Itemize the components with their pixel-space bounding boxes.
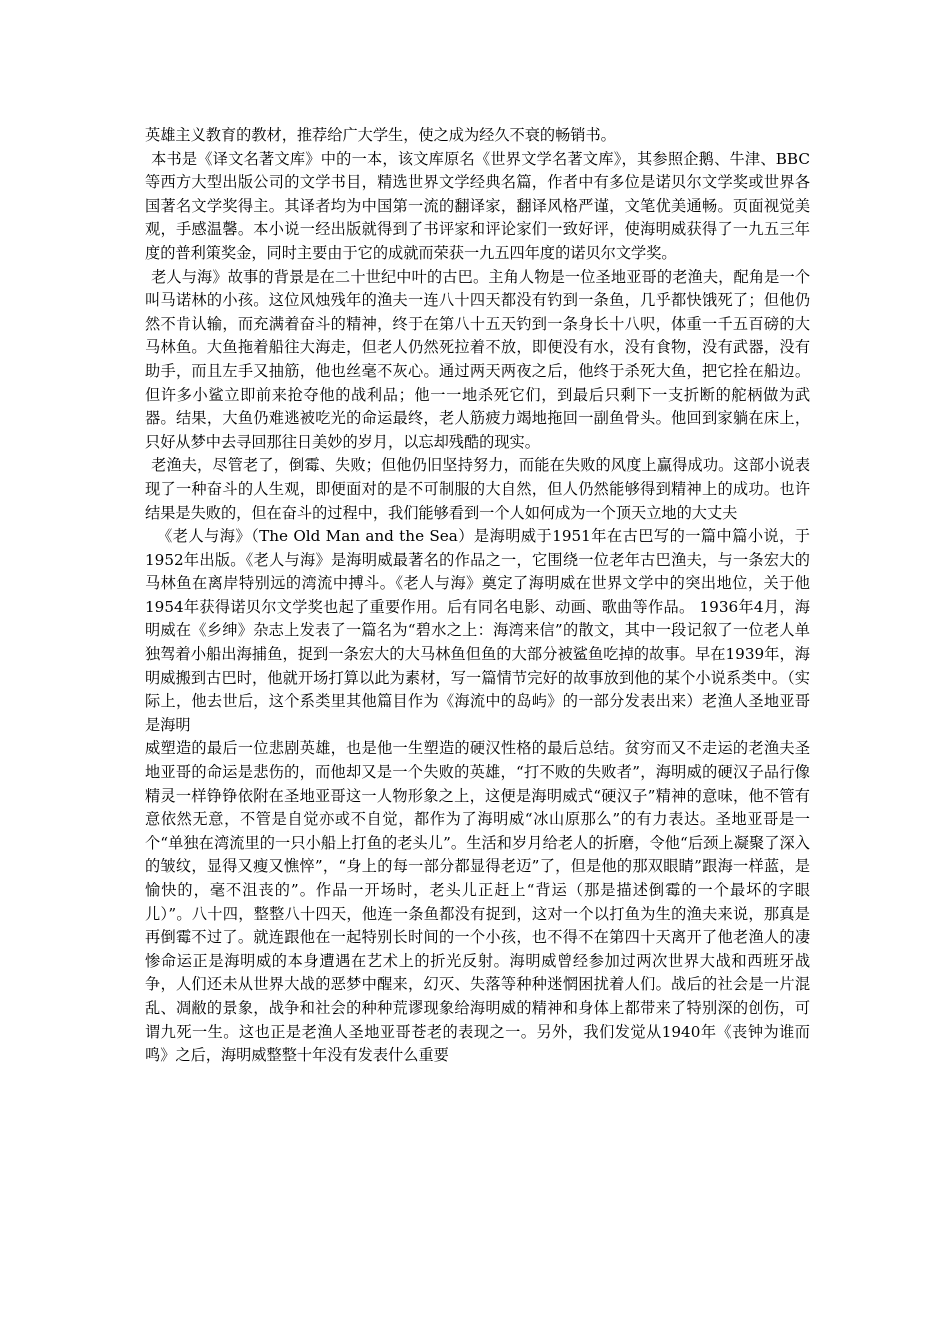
paragraph-story-summary: 老人与海》故事的背景是在二十世纪中叶的古巴。主角人物是一位圣地亚哥的老渔夫，配角是一个叫马诺林的小孩。这位风烛残年的渔夫一连八十四天都没有钓到一条鱼，几乎都快饿死了；但他仍然不肯认输，而充满着奋斗的精神，终于在第八十五天钓到一条身长十八呎，体重一千五百磅的大马林鱼。大鱼拖着船往大海走，但老人仍然死拉着不放，即便没有水，没有食物，没有武器，没有助手，而且左手又抽筋，他也丝毫不灰心。通过两天两夜之后，他终于杀死大鱼，把它拴在船边。但许多小鲨立即前来抢夺他的战利品；他一一地杀死它们，到最后只剩下一支折断的舵柄做为武器。结果，大鱼仍难逃被吃光的命运最终，老人筋疲力竭地拖回一副鱼骨头。他回到家躺在床上，只好从梦中去寻回那往日美妙的岁月，以忘却残酷的现实。 <box>145 267 810 451</box>
paragraph-library-info: 本书是《译文名著文库》中的一本，该文库原名《世界文学名著文库》，其参照企鹅、牛津、BBC等西方大型出版公司的文学书目，精选世界文学经典名篇，作者中有多位是诺贝尔文学奖或世界各国著名文学奖得主。其译者均为中国第一流的翻译家，翻译风格严谨，文笔优美通畅。页面视觉美观，手感温馨。本小说一经出版就得到了书评家和评论家们一致好评，使海明威获得了一九五三年度的普利策奖金，同时主要由于它的成就而荣获一九五四年度的诺贝尔文学奖。 <box>145 149 810 262</box>
paragraph-analysis: 威塑造的最后一位悲剧英雄，也是他一生塑造的硬汉性格的最后总结。贫穷而又不走运的老渔夫圣地亚哥的命运是悲伤的，而他却又是一个失败的英雄，“打不败的失败者”，海明威的硬汉子品行像精灵一样铮铮依附在圣地亚哥这一人物形象之上，这便是海明威式“硬汉子”精神的意味，他不管有意依然无意，不管是自觉亦或不自觉，都作为了海明威“冰山原那么”的有力表达。圣地亚哥是一个“单独在湾流里的一只小船上打鱼的老头儿”。生活和岁月给老人的折磨，令他“后颈上凝聚了深入的皱纹，显得又瘦又憔悴”，“身上的每一部分都显得老迈”了，但是他的那双眼睛”跟海一样蓝，是愉快的，毫不沮丧的”。作品一开场时，老头儿正赶上“背运（那是描述倒霉的一个最坏的字眼儿）”。八十四，整整八十四天，他连一条鱼都没有捉到，这对一个以打鱼为生的渔夫来说，那真是再倒霉不过了。就连跟他在一起特别长时间的一个小孩，也不得不在第四十天离开了他老渔人的凄惨命运正是海明威的本身遭遇在艺术上的折光反射。海明威曾经参加过两次世界大战和西班牙战争，人们还未从世界大战的恶梦中醒来，幻灭、失落等种种迷惘困扰着人们。战后的社会是一片混乱、凋敝的景象，战争和社会的种种荒谬现象给海明威的精神和身体上都带来了特别深的创伤，可谓九死一生。这也正是老渔人圣地亚哥苍老的表现之一。另外，我们发觉从1940年《丧钟为谁而鸣》之后，海明威整整十年没有发表什么重要 <box>145 739 810 1065</box>
paragraph-intro-continued: 英雄主义教育的教材，推荐给广大学生，使之成为经久不衰的畅销书。 <box>145 126 616 144</box>
document-body <box>145 124 810 1068</box>
paragraph-theme: 老渔夫，尽管老了，倒霉、失败；但他仍旧坚持努力，而能在失败的风度上赢得成功。这部小说表现了一种奋斗的人生观，即便面对的是不可制服的大自然，但人仍然能够得到精神上的成功。也许结果是失败的，但在奋斗的过程中，我们能够看到一个人如何成为一个顶天立地的大丈夫 <box>145 456 810 522</box>
paragraph-background: 《老人与海》（The Old Man and the Sea）是海明威于1951年在古巴写的一篇中篇小说，于1952年出版。《老人与海》是海明威最著名的作品之一，它围绕一位老年古巴渔夫，与一条宏大的马林鱼在离岸特别远的湾流中搏斗。《老人与海》奠定了海明威在世界文学中的突出地位，关于他1954年获得诺贝尔文学奖也起了重要作用。后有同名电影、动画、歌曲等作品。 1936年4月，海明威在《乡绅》杂志上发表了一篇名为“碧水之上：海湾来信”的散文，其中一段记叙了一位老人单独驾着小船出海捕鱼，捉到一条宏大的大马林鱼但鱼的大部分被鲨鱼吃掉的故事。早在1939年，海明威搬到古巴时，他就开场打算以此为素材，写一篇情节完好的故事放到他的某个小说系类中。（实际上，他去世后，这个系类里其他篇目作为《海流中的岛屿》的一部分发表出来）老渔人圣地亚哥是海明 <box>145 527 810 734</box>
